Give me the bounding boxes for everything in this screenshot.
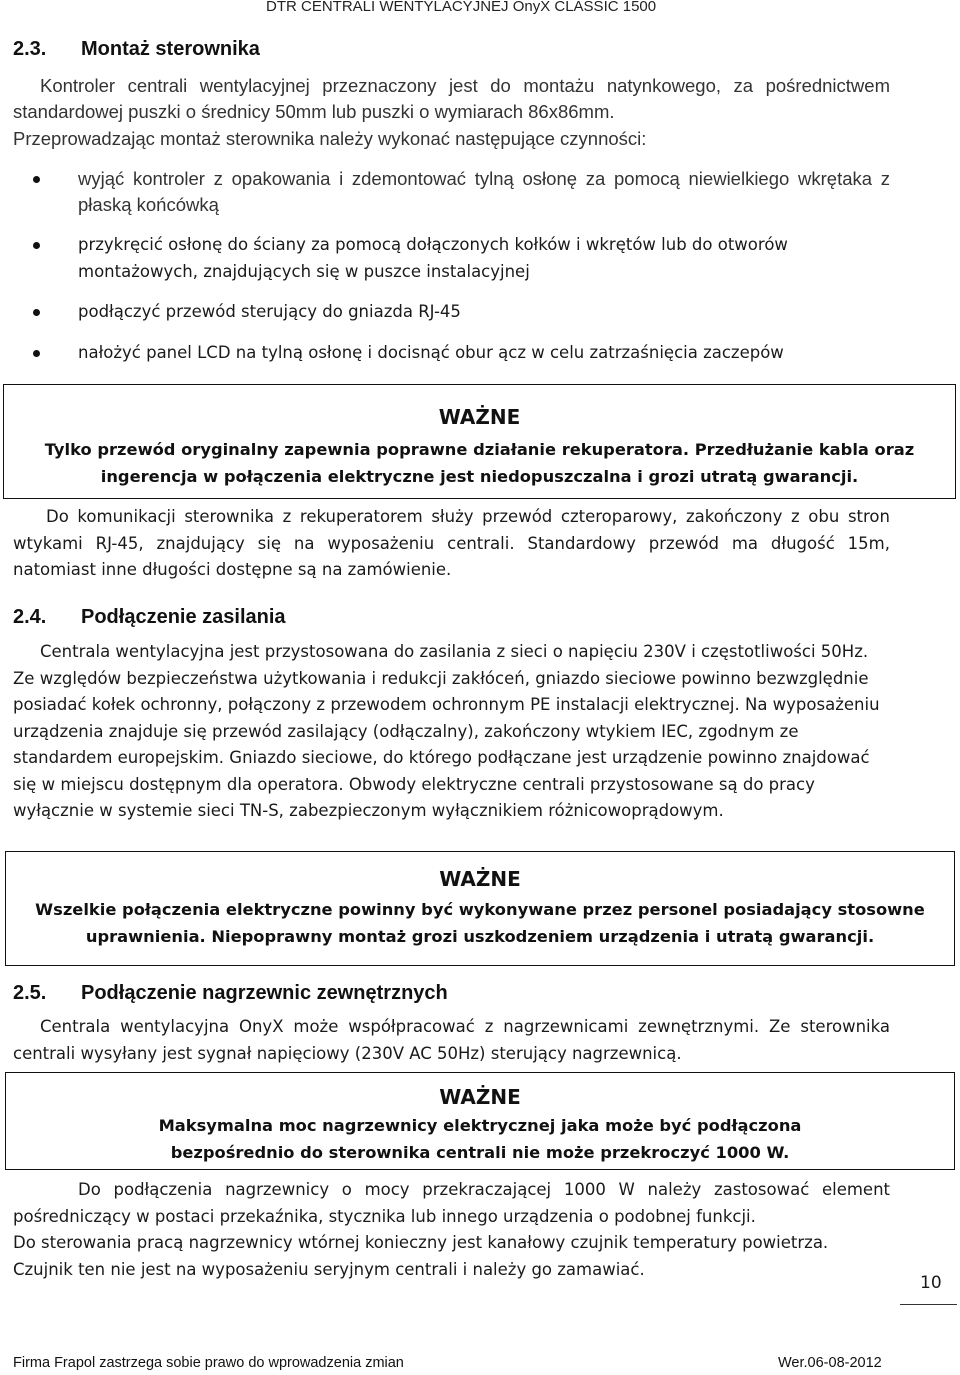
footer-disclaimer: Firma Frapol zastrzega sobie prawo do wprowadzenia zmian (13, 1355, 404, 1371)
bullet-icon (33, 309, 40, 316)
page-number: 10 (920, 1273, 942, 1293)
list-item (13, 232, 890, 285)
section-number: 2.5. (13, 982, 47, 1004)
warning-box (3, 384, 956, 499)
section-2-3-cable-info (13, 504, 890, 584)
bullet-icon (33, 350, 40, 357)
section-2-3-intro-2: Przeprowadzając montaż sterownika należy wykonać następujące czynności: (13, 128, 647, 149)
footer-version: Wer.06-08-2012 (778, 1355, 882, 1371)
list-item (13, 299, 890, 326)
list-item (13, 340, 890, 367)
list-item (13, 166, 890, 218)
section-heading-2-3 (13, 38, 260, 61)
section-heading-2-5 (13, 982, 448, 1005)
section-title: Montaż sterownika (81, 38, 260, 60)
section-title: Podłączenie zasilania (81, 606, 286, 628)
warning-title: WAŻNE (438, 405, 521, 429)
list-item-text: podłączyć przewód sterujący do gniazda RJ-45 (78, 302, 461, 321)
section-2-3-intro (13, 73, 890, 125)
list-item-text: nałożyć panel LCD na tylną osłonę i docisnąć obur ącz w celu zatrzaśnięcia zaczepów (78, 342, 784, 362)
bullet-icon (33, 176, 40, 183)
warning-box (5, 851, 955, 966)
section-2-4-text: Centrala wentylacyjna jest przystosowana do zasilania z sieci o napięciu 230V i częstotliwości 50Hz. Ze względów bezpieczeństwa użytkowania i redukcji zakłóceń, gniazdo sieciowe powinno bezwzględnie posiadać kołek ochronny, połączony z przewodem ochronnym PE instalacji elektrycznej. Na wyposażeniu urządzenia znajduje się przewód zasilający (odłączalny), zakończony wtykiem IEC, zgodnym ze standardem europejskim. Gniazdo sieciowe, do którego podłączane jest urządzenie powinno znajdować się w miejscu dostępnym dla operatora. Obwody elektryczne centrali przystosowane są do pracy wyłącznie w systemie sieci TN-S, zabezpieczonym wyłącznikiem różnicowoprądowym. (13, 642, 880, 820)
warning-text: Tylko przewód oryginalny zapewnia poprawne działanie rekuperatora. Przedłużanie kabla oraz ingerencja w połączenia elektryczne jest niedopuszczalna i grozi utratą gwarancji. (44, 440, 915, 486)
section-heading-2-4 (13, 606, 286, 629)
installation-steps (13, 166, 890, 366)
warning-box (5, 1072, 955, 1170)
section-2-5-relay-info (13, 1177, 890, 1230)
section-number: 2.3. (13, 38, 47, 60)
warning-title: WAŻNE (439, 867, 521, 891)
section-2-5-text: Centrala wentylacyjna OnyX może współpracować z nagrzewnicami zewnętrznymi. Ze sterownika centrali wysyłany jest sygnał napięciowy (230V AC 50Hz) sterujący nagrzewnicą. (13, 1017, 890, 1063)
warning-text: Maksymalna moc nagrzewnicy elektrycznej jaka może być podłączona bezpośrednio do sterownika centrali nie może przekroczyć 1000 W. (158, 1116, 802, 1162)
section-number: 2.4. (13, 606, 47, 628)
cable-info-text: Do komunikacji sterownika z rekuperatorem służy przewód czteroparowy, zakończony z obu stron wtykami RJ-45, znajdujący się na wyposażeniu centrali. Standardowy przewód ma długość 15m, natomiast inne długości dostępne są na zamówienie. (13, 507, 890, 579)
warning-text: Wszelkie połączenia elektryczne powinny być wykonywane przez personel posiadający stosowne uprawnienia. Niepoprawny montaż grozi uszkodzeniem urządzenia i utratą gwarancji. (35, 900, 925, 946)
relay-info-text: Do podłączenia nagrzewnicy o mocy przekraczającej 1000 W należy zastosować element pośredniczący w postaci przekaźnika, stycznika lub innego urządzenia o podobnej funkcji. (13, 1180, 890, 1226)
bullet-icon (33, 242, 40, 249)
list-item-text: przykręcić osłonę do ściany za pomocą dołączonych kołków i wkrętów lub do otworów montażowych, znajdujących się w puszce instalacyjnej (78, 235, 788, 281)
section-title: Podłączenie nagrzewnic zewnętrznych (81, 982, 448, 1004)
list-item-text: wyjąć kontroler z opakowania i zdemontować tylną osłonę za pomocą niewielkiego wkrętaka z płaską końcówką (78, 168, 890, 215)
warning-title: WAŻNE (439, 1085, 521, 1109)
intro-text: Kontroler centrali wentylacyjnej przeznaczony jest do montażu natynkowego, za pośrednictwem standardowej puszki o średnicy 50mm lub puszki o wymiarach 86x86mm. (13, 75, 890, 122)
section-2-5-sensor-info: Do sterowania pracą nagrzewnicy wtórnej konieczny jest kanałowy czujnik temperatury powietrza. Czujnik ten nie jest na wyposażeniu seryjnym centrali i należy go zamawiać. (13, 1233, 829, 1279)
document-header: DTR CENTRALI WENTYLACYJNEJ OnyX CLASSIC 1500 (266, 0, 657, 15)
